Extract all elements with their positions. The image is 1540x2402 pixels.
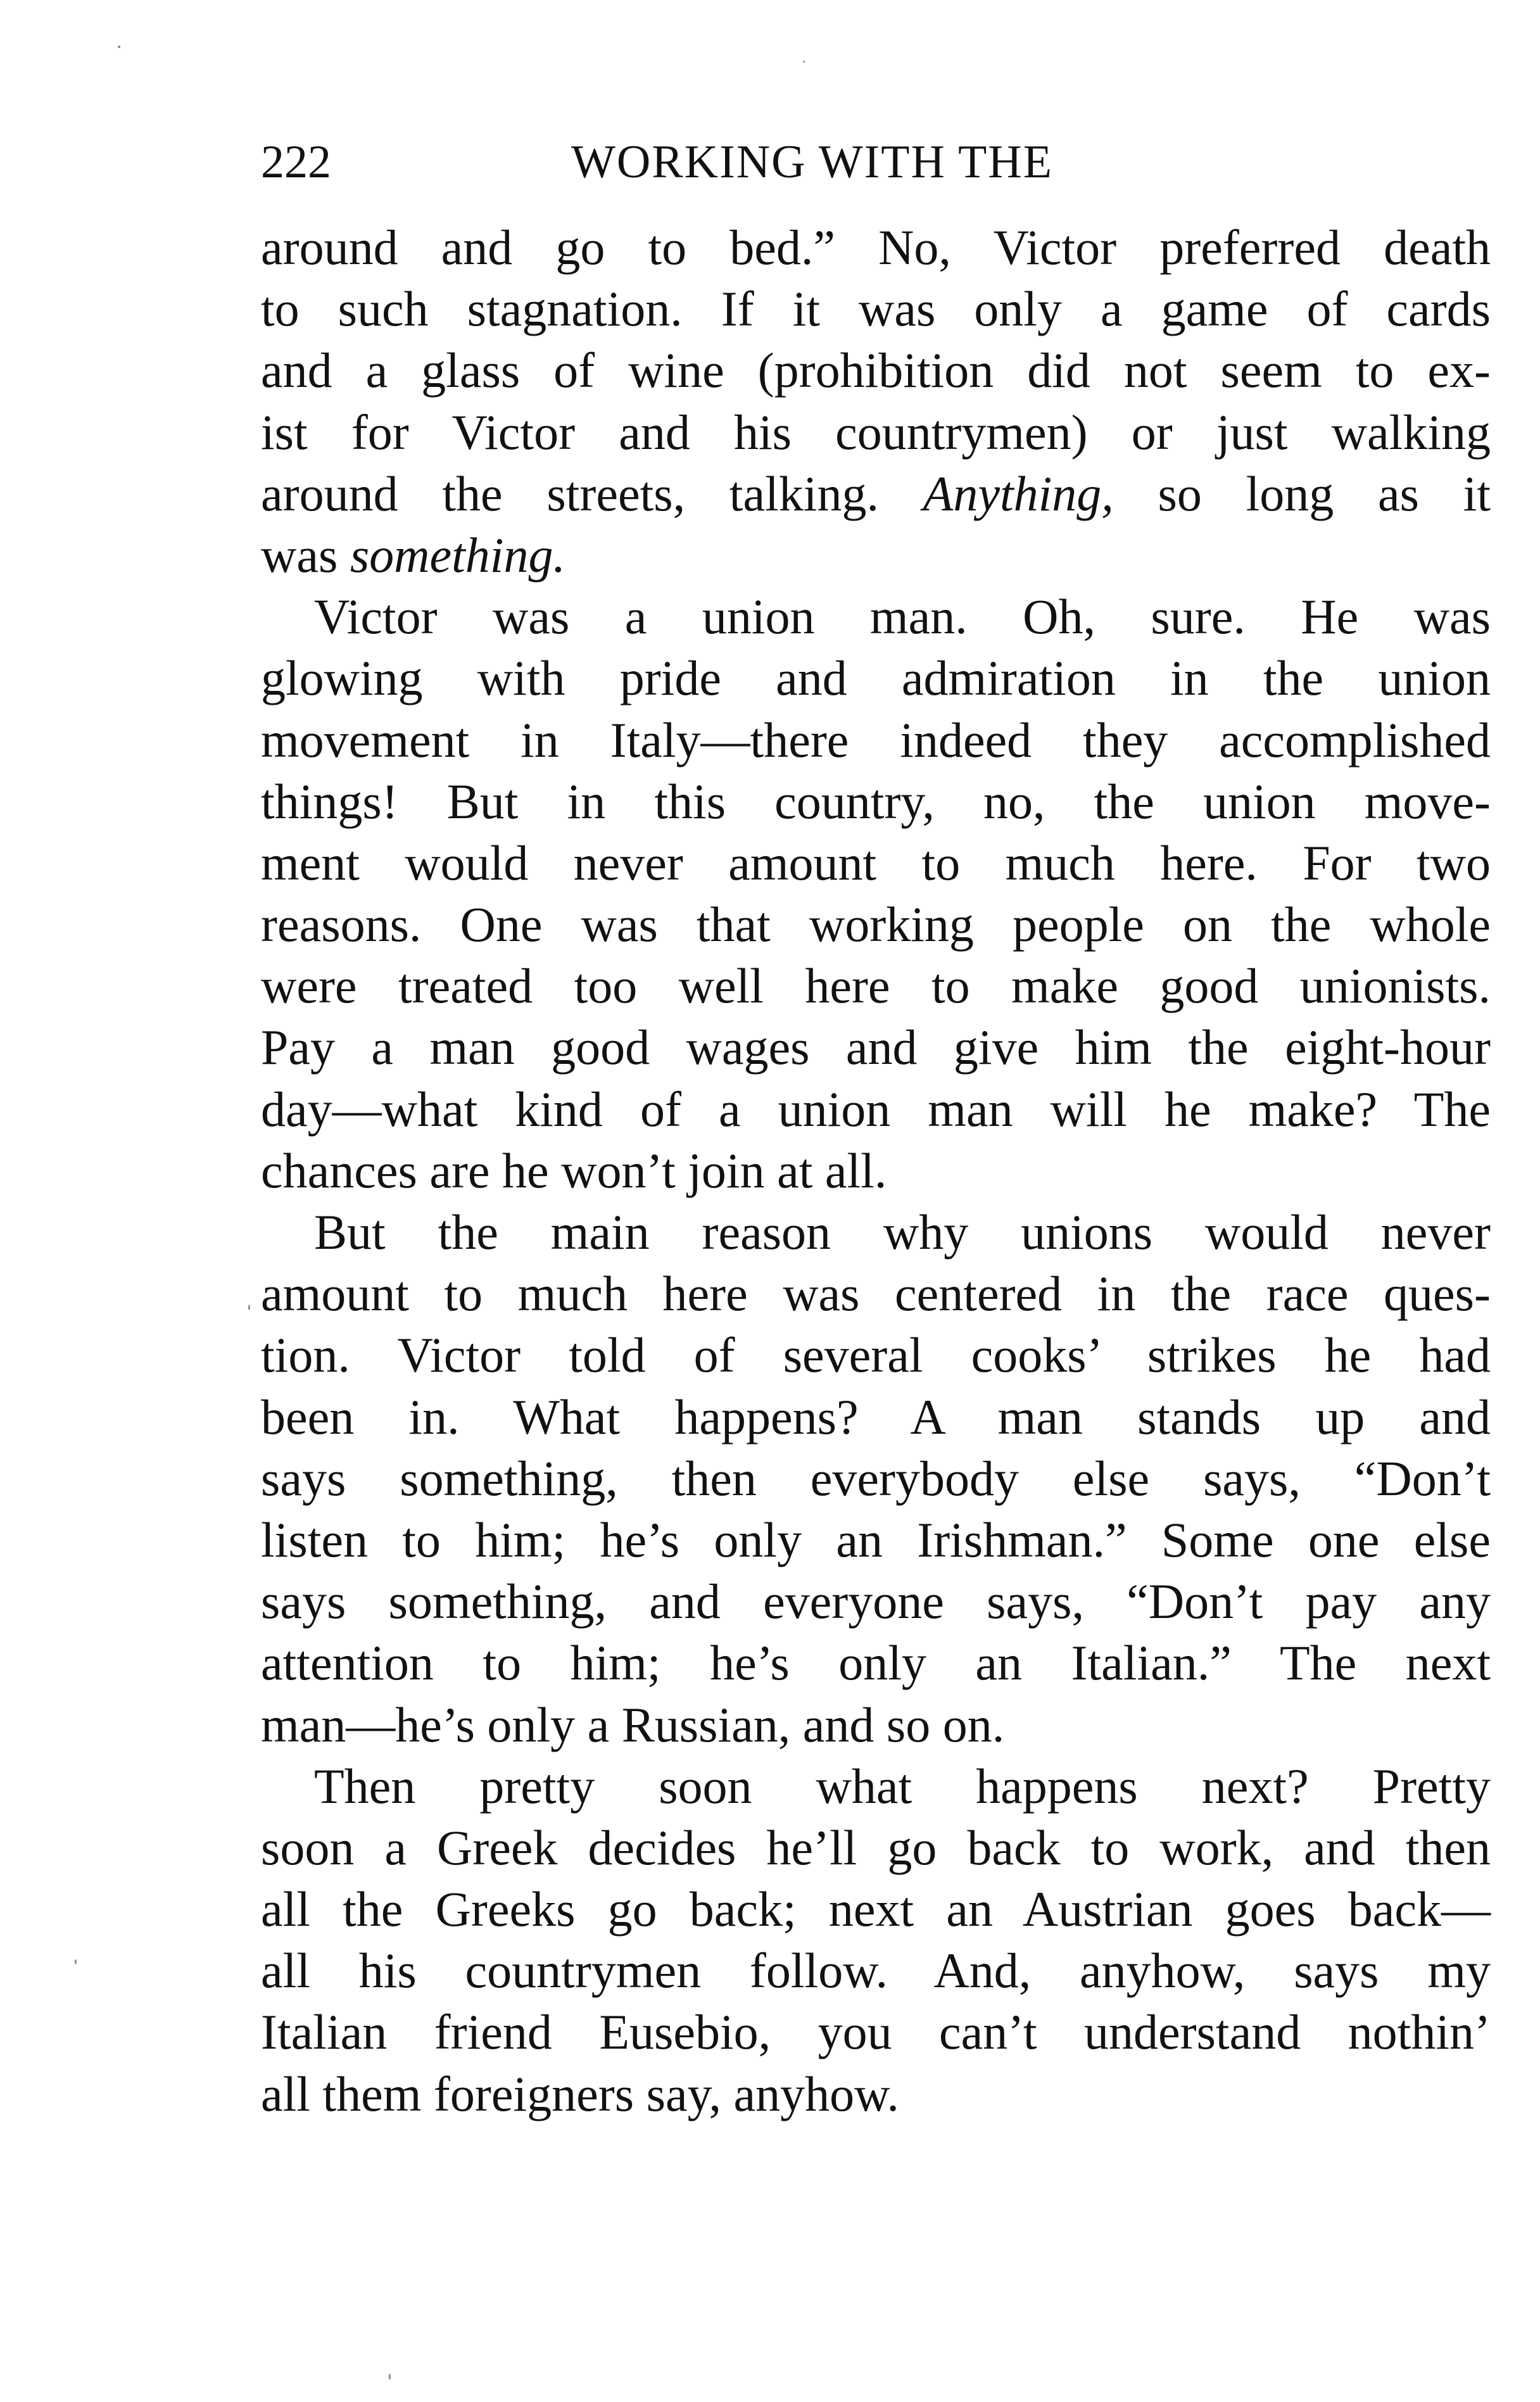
text-line: says something, and everyone says, “Don’t pay any [261,1574,1491,1629]
text-line: says something, then everybody else says, “Don’t [261,1450,1491,1506]
text-line: soon a Greek decides he’ll go back to work, and then [261,1819,1491,1875]
text-line: listen to him; he’s only an Irishman.” Some one else [261,1512,1491,1567]
text-line: were treated too well here to make good unionists. [261,958,1491,1014]
text-line: glowing with pride and admiration in the union [261,650,1491,706]
paper-speck [118,46,120,48]
text-line [261,524,1491,586]
page-number: 222 [261,136,331,188]
italic-text: something. [350,527,565,583]
text-line: to such stagnation. If it was only a game of cards [261,281,1491,337]
text-line: ment would never amount to much here. For two [261,835,1491,890]
paper-speck [389,2374,391,2380]
text-line: But the main reason why unions would never [314,1204,1491,1260]
text-line: all the Greeks go back; next an Austrian goes back— [261,1881,1491,1937]
text-line: Then pretty soon what happens next? Pretty [314,1758,1491,1814]
text-line: all them foreigners say, anyhow. [261,2066,899,2121]
paragraph [261,586,1491,1201]
text-line: tion. Victor told of several cooks’ strikes he had [261,1327,1491,1383]
text-line: been in. What happens? A man stands up and [261,1389,1491,1444]
paragraph [261,217,1491,586]
text-line: attention to him; he’s only an Italian.” The next [261,1635,1491,1691]
text-line: man—he’s only a Russian, and so on. [261,1697,1005,1752]
text-line: Pay a man good wages and give him the eight-hour [261,1020,1491,1075]
paper-speck [803,61,805,63]
text-span: was [261,527,350,583]
text-line: ist for Victor and his countrymen) or just walking [261,404,1491,460]
text-line: Italian friend Eusebio, you can’t understand nothin’ [261,2004,1491,2060]
text-line: Victor was a union man. Oh, sure. He was [314,589,1491,645]
text-line: chances are he won’t join at all. [261,1142,887,1198]
text-span: so long as it [1113,465,1491,521]
text-line: amount to much here was centered in the race ques- [261,1266,1491,1322]
text-span: around the streets, talking. [261,465,923,521]
text-line: movement in Italy—there indeed they accomplished [261,712,1491,768]
paper-speck [75,1959,77,1964]
page-header [261,130,1491,194]
text-line: all his countrymen follow. And, anyhow, says my [261,1943,1491,1999]
running-head: WORKING WITH THE [571,136,1053,188]
paragraph [261,1755,1491,2125]
text-line: around and go to bed.” No, Victor preferred death [261,220,1491,275]
text-line: day—what kind of a union man will he make? The [261,1081,1491,1137]
text-line: things! But in this country, no, the union move- [261,773,1491,829]
text-line: and a glass of wine (prohibition did not seem to ex- [261,343,1491,398]
text-line: reasons. One was that working people on the whole [261,897,1491,952]
paper-speck [248,1305,250,1310]
italic-text: Anything, [923,465,1114,521]
paragraph [261,1201,1491,1755]
body-text [261,217,1491,2125]
text-line [261,463,1491,524]
